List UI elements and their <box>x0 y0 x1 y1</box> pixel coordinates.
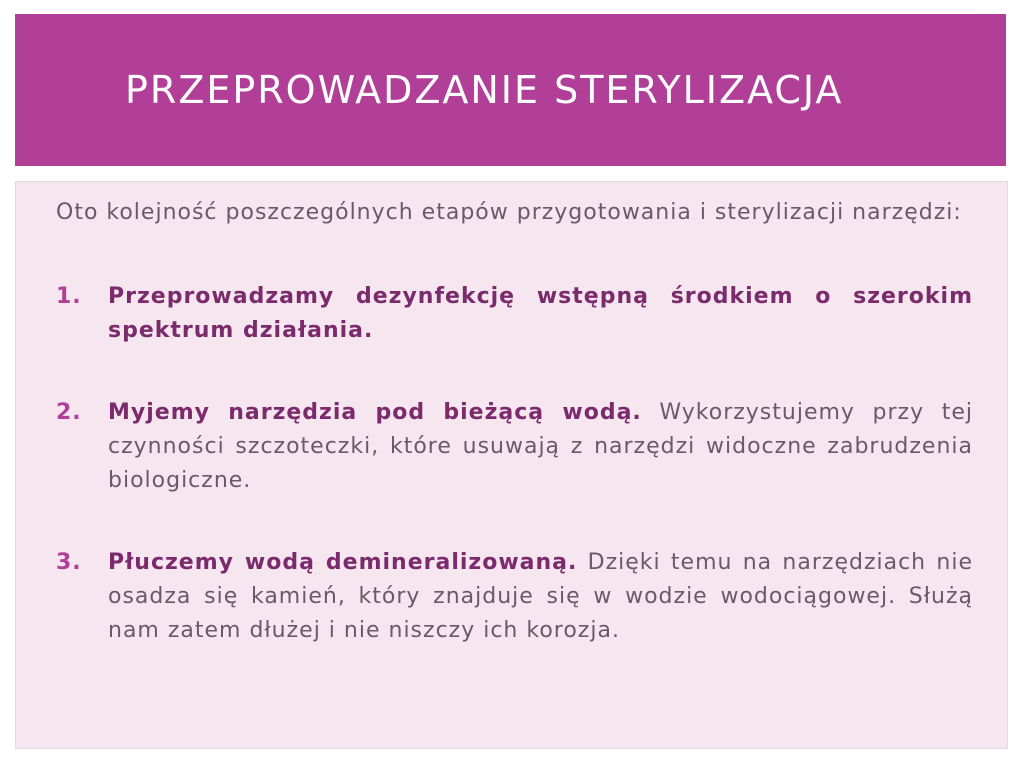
list-item <box>56 396 973 498</box>
slide-title: PRZEPROWADZANIE STERYLIZACJA <box>125 68 844 112</box>
list-number: 3. <box>56 550 82 575</box>
content-text <box>56 196 973 648</box>
list-item <box>56 546 973 648</box>
title-bar <box>15 14 1006 166</box>
step-bold-text: Płuczemy wodą demineralizowaną. <box>108 550 578 575</box>
step-bold-text: Myjemy narzędzia pod bieżącą wodą. <box>108 400 642 425</box>
list-item <box>56 280 973 348</box>
step-text: Wykorzystujemy przy tej czynności szczoteczki, które usuwają z narzędzi widoczne zabrudzenia biologiczne. <box>108 400 973 493</box>
step-bold-text: Przeprowadzamy dezynfekcję wstępną środkiem o szerokim spektrum działania. <box>108 284 973 343</box>
step-text: Dzięki temu na narzędziach nie osadza się kamień, który znajduje się w wodzie wodociągowej. Służą nam zatem dłużej i nie niszczy ich korozja. <box>108 550 974 643</box>
intro-paragraph: Oto kolejność poszczególnych etapów przygotowania i sterylizacji narzędzi: <box>56 200 962 225</box>
list-number: 1. <box>56 284 82 309</box>
list-number: 2. <box>56 400 82 425</box>
